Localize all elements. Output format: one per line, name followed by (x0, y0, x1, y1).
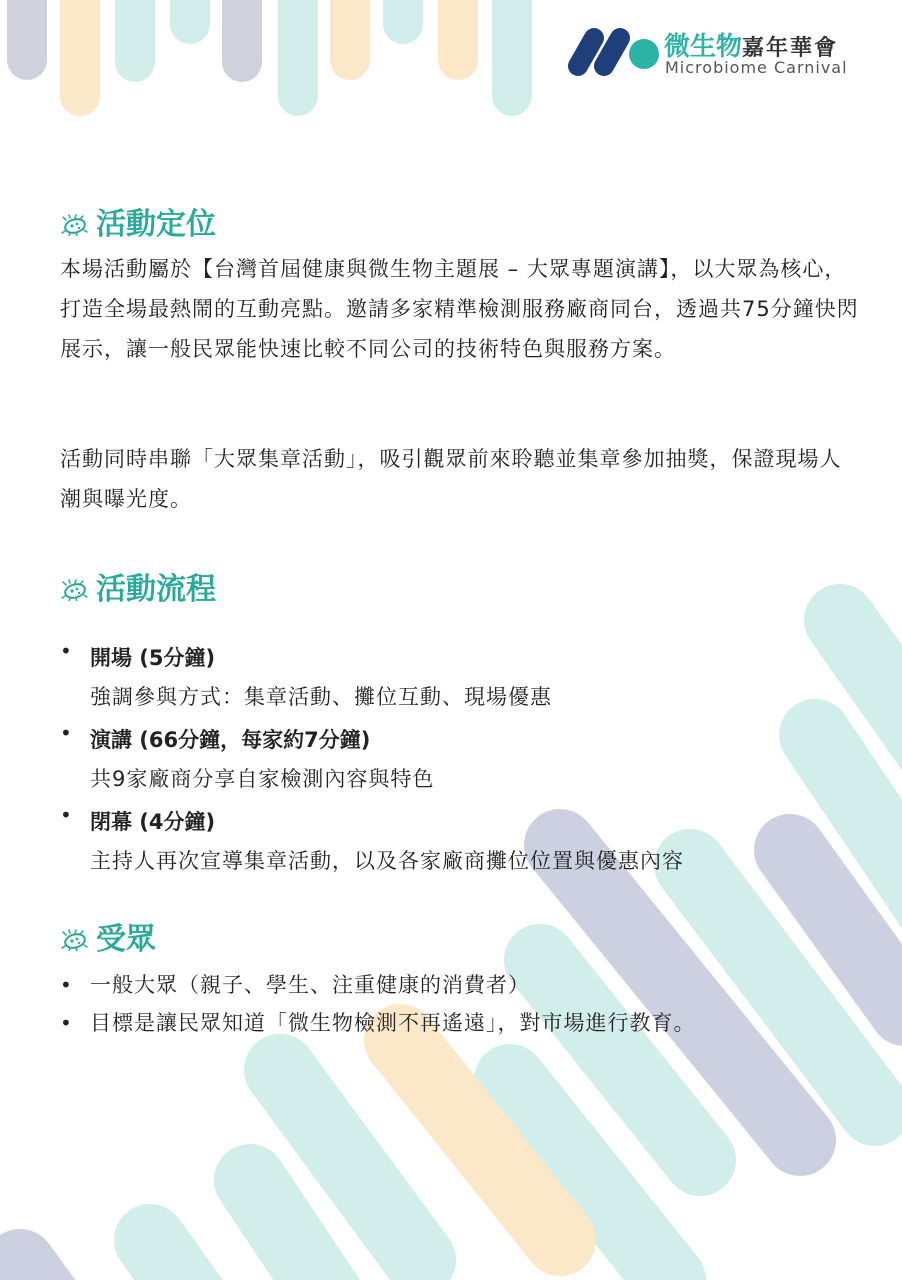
section-title-text: 受眾 (96, 922, 156, 957)
list-item (60, 966, 860, 1004)
audience-list (60, 966, 860, 1042)
bullet-icon: • (60, 1011, 73, 1035)
flow-item-title: 閉幕 (4分鐘) (90, 810, 216, 834)
positioning-paragraph-2: 活動同時串聯「大眾集章活動」，吸引觀眾前來聆聽並集章參加抽獎，保證現場人潮與曝光度。 (60, 447, 842, 511)
list-item (60, 721, 860, 799)
section-title-text: 活動流程 (96, 572, 216, 607)
flow-list (60, 639, 860, 885)
bullet-icon: • (60, 803, 72, 827)
section-audience-title (60, 922, 156, 958)
section-flow-title (60, 572, 216, 608)
bullet-icon: • (60, 721, 72, 745)
flow-item-title: 開場 (5分鐘) (90, 646, 216, 670)
diagonal-pill (20, 1265, 60, 1280)
positioning-paragraph-1: 本場活動屬於【台灣首屆健康與微生物主題展 – 大眾專題演講】，以大眾為核心，打造全場最熱鬧的互動亮點。邀請多家精準檢測服務廠商同台，透過共75分鐘快閃展示，讓一般民眾能快速比較不同公司的技術特色與服務方案。 (60, 257, 859, 361)
logo-english-name: Microbiome Carnival (665, 58, 848, 77)
flow-item-desc: 強調參與方式：集章活動、攤位互動、現場優惠 (90, 685, 552, 709)
audience-item-text: 一般大眾（親子、學生、注重健康的消費者） (90, 973, 530, 997)
flow-item-desc: 主持人再次宣導集章活動，以及各家廠商攤位位置與優惠內容 (90, 849, 684, 873)
logo-highlight-text: 微生物 (664, 32, 743, 62)
list-item (60, 1004, 860, 1042)
microbe-icon (60, 214, 90, 236)
bullet-icon: • (60, 973, 73, 997)
list-item (60, 803, 860, 881)
microbe-icon (60, 579, 90, 601)
flow-item-title: 演講 (66分鐘，每家約7分鐘) (90, 728, 371, 752)
section-title-text: 活動定位 (96, 207, 216, 242)
flow-item-desc: 共9家廠商分享自家檢測內容與特色 (90, 767, 435, 791)
microbe-icon (60, 929, 90, 951)
brand-logo (566, 24, 866, 84)
bullet-icon: • (60, 639, 72, 663)
audience-item-text: 目標是讓民眾知道「微生物檢測不再遙遠」，對市場進行教育。 (90, 1011, 696, 1035)
list-item (60, 639, 860, 717)
logo-mark-icon (566, 26, 662, 78)
diagonal-pill (150, 1240, 200, 1280)
diagonal-pill (250, 1180, 330, 1280)
logo-rest-text: 嘉年華會 (742, 36, 839, 61)
section-positioning-title (60, 207, 216, 243)
